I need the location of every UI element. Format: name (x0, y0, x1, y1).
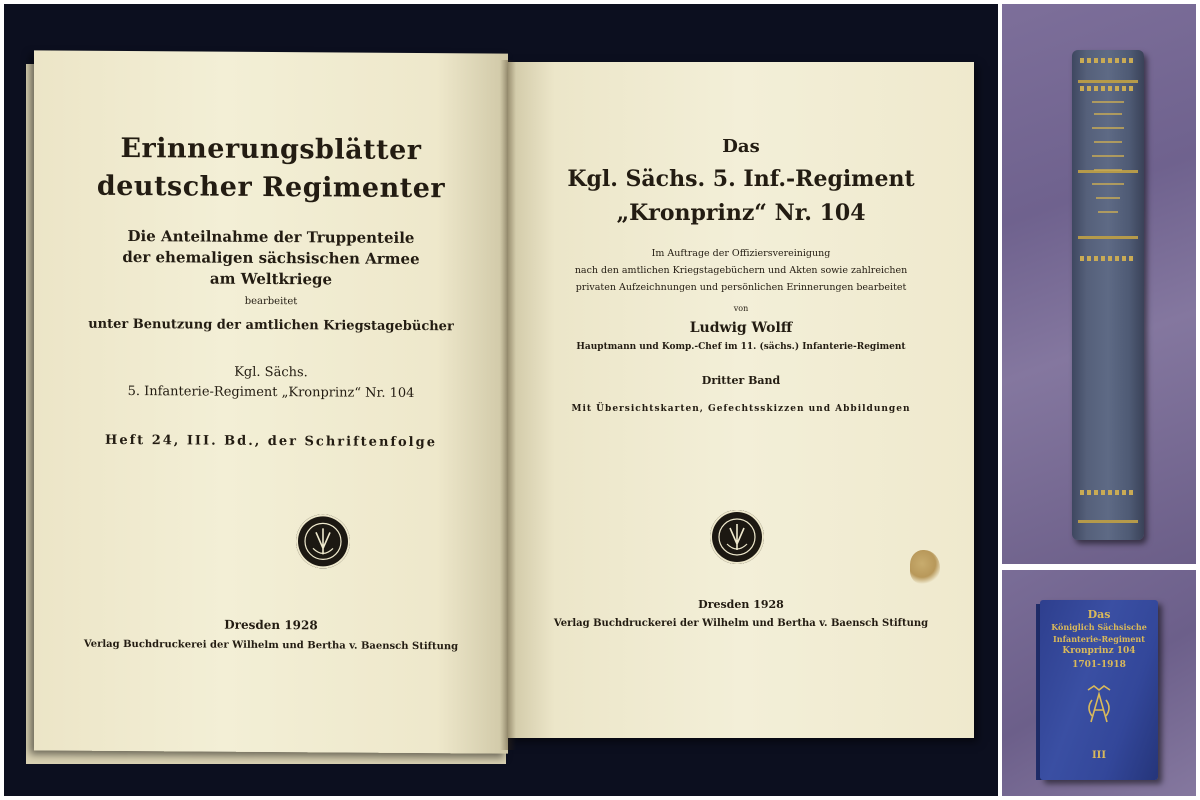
left-publisher: Verlag Buchdruckerei der Wilhelm und Bertha v. Baensch Stiftung (83, 638, 459, 653)
cover-line2: Königlich Sächsische (1051, 622, 1147, 632)
cover-photo (1002, 570, 1196, 796)
right-title-line3: „Kronprinz“ Nr. 104 (616, 200, 866, 226)
cover-volume-numeral: III (1091, 750, 1107, 761)
left-subtitle-line1: Die Anteilnahme der Truppenteile (127, 226, 415, 248)
right-commission-line3: privaten Aufzeichnungen und persönlichen Erinnerungen bearbeitet (575, 282, 907, 293)
right-author-title: Hauptmann und Komp.-Chef im 11. (sächs.) Infanterie-Regiment (576, 342, 906, 352)
right-title-line2: Kgl. Sächs. 5. Inf.-Regiment (567, 166, 915, 192)
spine-gold-band (1080, 256, 1136, 261)
spine-photo (1002, 4, 1196, 564)
right-commission-line1: Im Auftrage der Offiziersvereinigung (651, 248, 831, 259)
left-place-year: Dresden 1928 (224, 617, 318, 633)
left-edited-label: bearbeitet (244, 295, 298, 308)
cover-line5: 1701-1918 (1072, 660, 1126, 670)
spine-gold-band (1080, 490, 1136, 495)
royal-monogram-icon (1082, 684, 1116, 724)
right-place-year: Dresden 1928 (698, 598, 784, 611)
left-series-line: Heft 24, III. Bd., der Schriftenfolge (105, 432, 437, 451)
book-spine (1072, 50, 1144, 540)
right-by-label: von (733, 304, 749, 313)
cover-line3: Infanterie-Regiment (1053, 634, 1145, 644)
left-sources-line: unter Benutzung der amtlichen Kriegstagebücher (88, 316, 454, 335)
cover-line1: Das (1087, 608, 1111, 621)
open-book-photo (4, 4, 998, 796)
left-title-line2: deutscher Regimenter (96, 170, 446, 205)
cover-line4: Kronprinz 104 (1062, 646, 1136, 656)
spine-rule (1078, 80, 1138, 83)
right-author: Ludwig Wolff (689, 320, 793, 336)
spine-gold-band (1080, 86, 1136, 91)
right-contents-note: Mit Übersichtskarten, Gefechtsskizzen und Abbildungen (571, 404, 911, 414)
spine-gold-band (1080, 58, 1136, 63)
left-page (34, 50, 508, 753)
publisher-emblem-icon (296, 514, 350, 568)
left-subtitle-line3: am Weltkriege (209, 269, 333, 289)
right-publisher: Verlag Buchdruckerei der Wilhelm und Bertha v. Baensch Stiftung (553, 618, 929, 629)
book-gutter (500, 60, 516, 750)
spine-lettering-icon (1086, 94, 1130, 234)
left-title-line1: Erinnerungsblätter (120, 132, 422, 167)
publisher-emblem-icon (710, 510, 764, 564)
right-commission-line2: nach den amtlichen Kriegstagebüchern und Akten sowie zahlreichen (574, 265, 908, 276)
spine-rule (1078, 236, 1138, 239)
right-page (508, 62, 974, 738)
book-cover (1040, 600, 1158, 780)
right-volume: Dritter Band (701, 374, 781, 387)
spine-rule (1078, 520, 1138, 523)
left-unit-line1: Kgl. Sächs. (234, 364, 308, 381)
left-subtitle-line2: der ehemaligen sächsischen Armee (122, 247, 420, 269)
foxing-stain (910, 550, 940, 584)
left-unit-line2: 5. Infanterie-Regiment „Kronprinz“ Nr. 104 (127, 383, 415, 402)
right-title-line1: Das (722, 136, 760, 157)
